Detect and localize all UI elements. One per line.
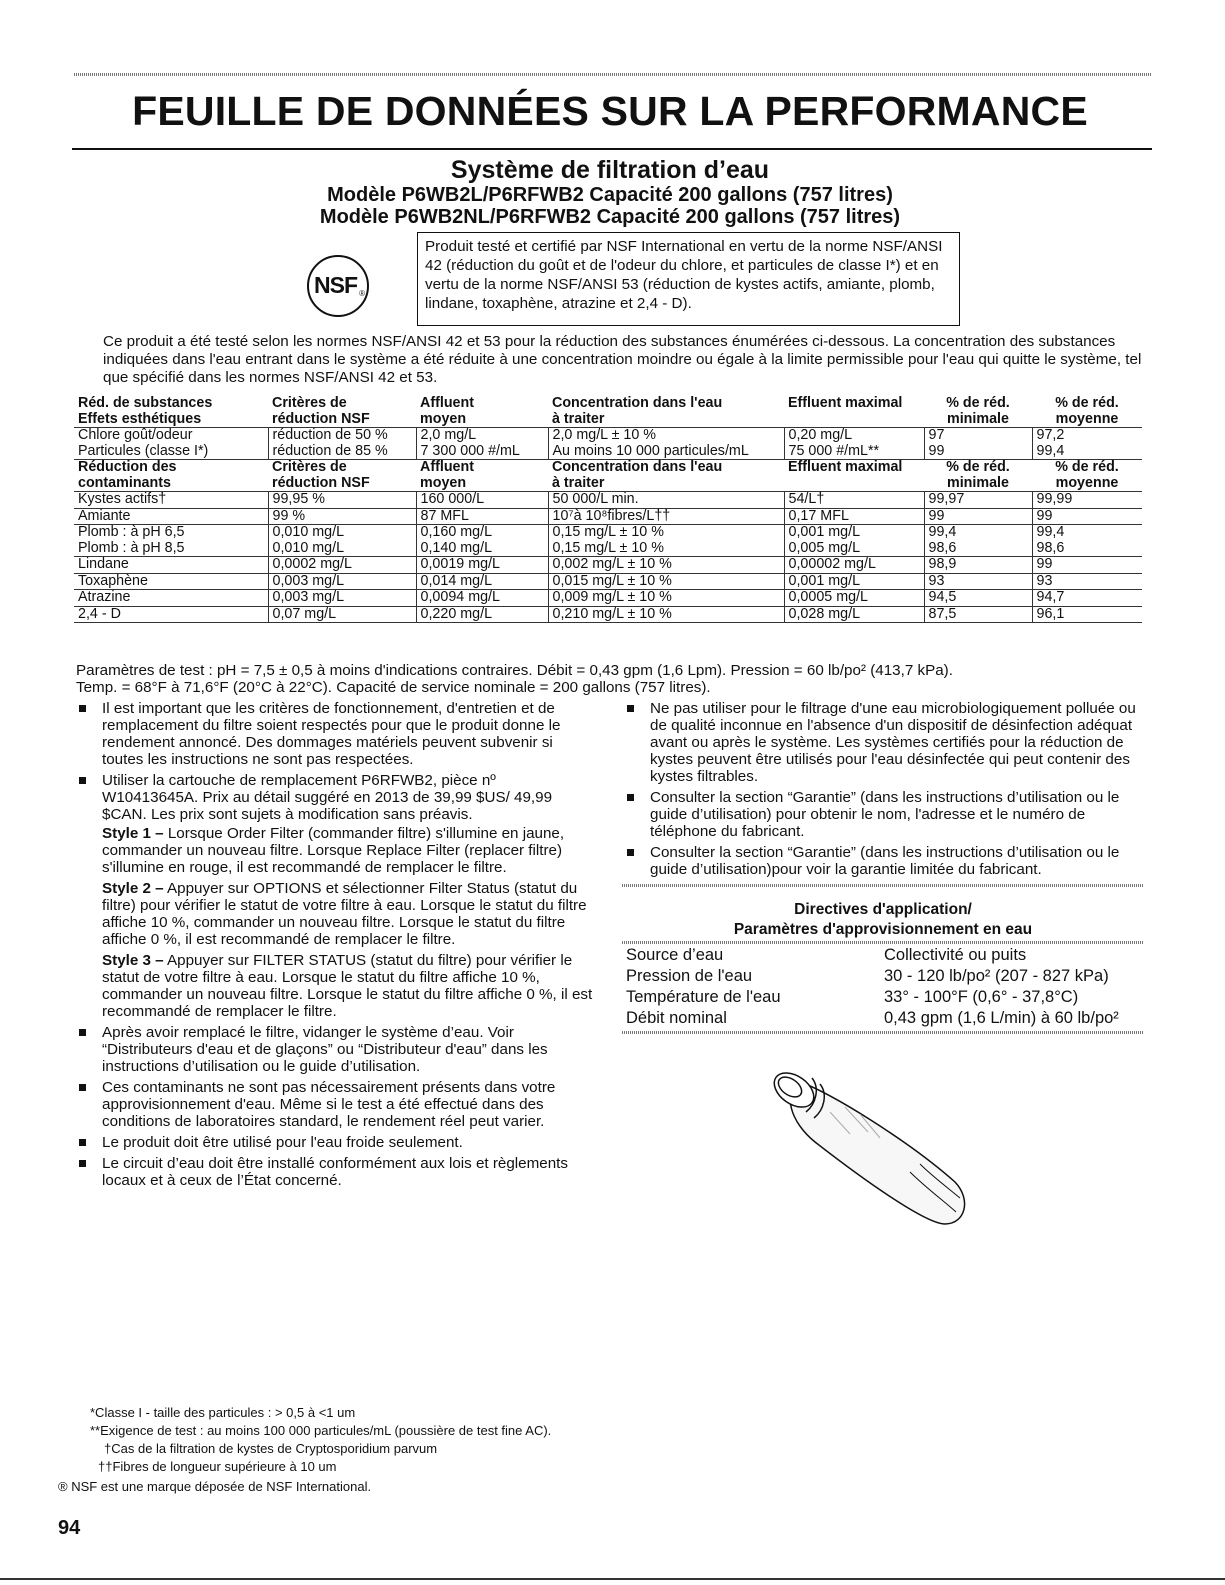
table-cell: réduction de 50 % réduction de 85 % xyxy=(268,428,416,460)
table-cell: 0,0005 mg/L xyxy=(784,590,924,607)
table-cell: 98,9 xyxy=(924,557,1032,574)
directives-label: Pression de l'eau xyxy=(626,967,753,985)
nsf-certification-box: Produit testé et certifié par NSF International en vertu de la norme NSF/ANSI 42 (réduction du goût et de l'odeur du chlore, et particules de classe I*) et en vertu de la norme NSF/ANSI 53 (réduction de kystes actifs, amiante, plomb, lindane, toxaphène, atrazine et 2,4 - D). xyxy=(417,232,960,326)
table-cell: 99,97 xyxy=(924,492,1032,509)
table-cell: 0,0019 mg/L xyxy=(416,557,548,574)
directives-header-rule xyxy=(622,941,1144,944)
directives-value: 30 - 120 lb/po² (207 - 827 kPa) xyxy=(884,967,1109,985)
directives-row xyxy=(622,1008,1144,1029)
directives-bottom-rule xyxy=(622,1031,1144,1034)
top-dotted-rule xyxy=(74,73,1152,76)
table-cell: Amiante xyxy=(74,508,268,525)
intro-paragraph: Ce produit a été testé selon les normes NSF/ANSI 42 et 53 pour la réduction des substances énumérées ci-dessous. La concentration des substances indiquées dans l'eau entrant dans le système a été réduite à une concentration moindre ou égale à la limite permissible pour l'eau qui quitte le système, tel que spécifié dans les normes NSF/ANSI 42 et 53. xyxy=(103,333,1142,386)
table-row xyxy=(74,525,1142,557)
filter-cartridge-illustration xyxy=(760,1052,980,1232)
directives-heading xyxy=(622,900,1144,940)
table-cell: 10⁷à 10⁸fibres/L†† xyxy=(548,508,784,525)
table-cell: 0,0002 mg/L xyxy=(268,557,416,574)
table-cell: 160 000/L xyxy=(416,492,548,509)
table-cell: 0,210 mg/L ± 10 % xyxy=(548,606,784,623)
table-cell: 96,1 xyxy=(1032,606,1142,623)
table-cell: 99 xyxy=(924,508,1032,525)
table-cell: Plomb : à pH 6,5 Plomb : à pH 8,5 xyxy=(74,525,268,557)
directives-row xyxy=(622,987,1144,1008)
test-parameters-line-1: Paramètres de test : pH = 7,5 ± 0,5 à moins d'indications contraires. Débit = 0,43 gpm (1,6 Lpm). Pression = 60 lb/po² (413,7 kPa). xyxy=(76,662,953,679)
table-header-cell: % de réd. minimale xyxy=(946,395,1010,427)
table-cell: 99 % xyxy=(268,508,416,525)
table-cell: 2,0 mg/L 7 300 000 #/mL xyxy=(416,428,548,460)
table-cell: 0,010 mg/L 0,010 mg/L xyxy=(268,525,416,557)
table-header-cell: Concentration dans l'eau à traiter xyxy=(552,395,723,427)
table-cell: 99,95 % xyxy=(268,492,416,509)
footnote: †Cas de la filtration de kystes de Cryptosporidium parvum xyxy=(104,1441,438,1456)
model-line-1: Modèle P6WB2L/P6RFWB2 Capacité 200 gallons (757 litres) xyxy=(327,184,893,206)
directives-value: 33° - 100°F (0,6° - 37,8°C) xyxy=(884,988,1079,1006)
table-cell: 0,0094 mg/L xyxy=(416,590,548,607)
table-cell: 0,220 mg/L xyxy=(416,606,548,623)
bullet-icon xyxy=(627,705,634,712)
table-cell: 0,001 mg/L 0,005 mg/L xyxy=(784,525,924,557)
table-cell: 0,17 MFL xyxy=(784,508,924,525)
table-header-cell: Concentration dans l'eau à traiter xyxy=(548,460,784,492)
directives-label: Débit nominal xyxy=(626,1009,727,1027)
right-column xyxy=(624,700,1146,882)
table-cell: 93 xyxy=(924,573,1032,590)
table-cell: 2,0 mg/L ± 10 % Au moins 10 000 particules/mL xyxy=(548,428,784,460)
table-cell: Chlore goût/odeur Particules (classe I*) xyxy=(74,428,268,460)
table-cell: 94,5 xyxy=(924,590,1032,607)
table-row xyxy=(74,590,1142,607)
bullet-icon xyxy=(79,1084,86,1091)
bullet-icon xyxy=(79,1029,86,1036)
cartridge-body xyxy=(790,1082,964,1224)
table-cell: 0,009 mg/L ± 10 % xyxy=(548,590,784,607)
table-header-cell: Réduction des contaminants xyxy=(74,460,268,492)
model-line-2: Modèle P6WB2NL/P6RFWB2 Capacité 200 gallons (757 litres) xyxy=(319,206,901,228)
bullet-icon xyxy=(627,849,634,856)
table-row xyxy=(74,557,1142,574)
list-item: Consulter la section “Garantie” (dans les instructions d’utilisation ou le guide d’utilisation) pour obtenir le nom, l'adresse et le numéro de téléphone du fabricant. xyxy=(624,789,1146,840)
table-cell: 93 xyxy=(1032,573,1142,590)
directives-table xyxy=(622,945,1144,1029)
table-cell: 54/L† xyxy=(784,492,924,509)
bullet-icon xyxy=(79,705,86,712)
system-subtitle: Système de filtration d’eau xyxy=(450,156,770,184)
left-column xyxy=(76,700,596,1193)
test-parameters xyxy=(76,662,953,696)
page-number: 94 xyxy=(58,1517,81,1539)
table-header-cell: Réd. de substances Effets esthétiques xyxy=(78,395,213,427)
footnote: ††Fibres de longueur supérieure à 10 um xyxy=(98,1459,337,1474)
nsf-logo-icon: NSF ® xyxy=(307,255,369,317)
table-cell: 0,20 mg/L 75 000 #/mL** xyxy=(784,428,924,460)
style-3-paragraph: Style 3 – Appuyer sur FILTER STATUS (statut du filtre) pour vérifier le statut de votre filtre à eau. Lorsque le statut du filtre affiche 10 %, commander un nouveau filtre. Lorsque le statut du filtre affiche 0 %, il est recommandé de remplacer le filtre. xyxy=(102,952,593,1020)
footnotes xyxy=(58,1404,552,1496)
list-item: Ne pas utiliser pour le filtrage d'une eau microbiologiquement polluée ou de qualité inconnue en l'absence d'un dispositif de désinfection adéquat avant ou après le système. Les systèmes certifiés pour la réduction de kystes peuvent être utilisés pour l'eau désinfectée qui peut contenir des kystes filtrables. xyxy=(624,700,1146,785)
table-cell: 0,00002 mg/L xyxy=(784,557,924,574)
table-header-cell: Effluent maximal xyxy=(788,395,903,411)
table-cell: Toxaphène xyxy=(74,573,268,590)
table-cell: 0,014 mg/L xyxy=(416,573,548,590)
table-cell: 87 MFL xyxy=(416,508,548,525)
table-header-cell: % de réd. moyenne xyxy=(1032,460,1142,492)
table-cell: 0,07 mg/L xyxy=(268,606,416,623)
title-rule xyxy=(72,148,1152,150)
list-item: Après avoir remplacé le filtre, vidanger le système d’eau. Voir “Distributeurs d'eau et de glaçons” ou “Distributeur d'eau” dans les instructions d’utilisation ou le guide d’utilisation. xyxy=(76,1024,596,1075)
table-cell: 97,2 99,4 xyxy=(1032,428,1142,460)
table-cell: 0,002 mg/L ± 10 % xyxy=(548,557,784,574)
footnote: *Classe I - taille des particules : > 0,5 à <1 um xyxy=(90,1405,356,1420)
table-row xyxy=(74,573,1142,590)
directives-title-2: Paramètres d'approvisionnement en eau xyxy=(733,921,1033,938)
page-title: FEUILLE DE DONNÉES SUR LA PERFORMANCE xyxy=(132,88,1088,134)
footnote: ® NSF est une marque déposée de NSF International. xyxy=(58,1479,372,1494)
table-cell: 99 xyxy=(1032,557,1142,574)
directives-label: Température de l'eau xyxy=(626,988,781,1006)
directives-top-rule xyxy=(622,884,1144,887)
bottom-rule xyxy=(0,1578,1225,1580)
table-cell: 0,15 mg/L ± 10 % 0,15 mg/L ± 10 % xyxy=(548,525,784,557)
table-cell: 97 99 xyxy=(924,428,1032,460)
directives-title-1: Directives d'application/ xyxy=(794,901,972,918)
directives-row xyxy=(622,966,1144,987)
table-cell: 87,5 xyxy=(924,606,1032,623)
table-row xyxy=(74,492,1142,509)
table-header-row xyxy=(74,460,1142,492)
table-header-cell: Affluent moyen xyxy=(420,395,474,427)
table-cell: 94,7 xyxy=(1032,590,1142,607)
bullet-icon xyxy=(79,777,86,784)
table-header-cell: Critères de réduction NSF xyxy=(268,460,416,492)
table-header-cell: Critères de réduction NSF xyxy=(272,395,370,427)
table-cell: 0,003 mg/L xyxy=(268,590,416,607)
table-cell: Kystes actifs† xyxy=(74,492,268,509)
performance-table xyxy=(74,396,1142,623)
table-cell: 99,4 98,6 xyxy=(924,525,1032,557)
test-parameters-line-2: Temp. = 68°F à 71,6°F (20°C à 22°C). Capacité de service nominale = 200 gallons (757 litres). xyxy=(76,679,711,696)
directives-value: 0,43 gpm (1,6 L/min) à 60 lb/po² xyxy=(884,1009,1119,1027)
style-2-paragraph: Style 2 – Appuyer sur OPTIONS et sélectionner Filter Status (statut du filtre) pour vérifier le statut de votre filtre à eau. Lorsque le statut du filtre affiche 10 %, commander un nouveau filtre. Lorsque le statut du filtre affiche 0 %, il est recommandé de remplacer le filtre. xyxy=(102,880,587,948)
directives-label: Source d’eau xyxy=(626,946,724,964)
directives-value: Collectivité ou puits xyxy=(884,946,1027,964)
table-row xyxy=(74,606,1142,623)
table-header-cell: Effluent maximal xyxy=(784,460,924,492)
table-cell: 2,4 - D xyxy=(74,606,268,623)
table-row xyxy=(74,508,1142,525)
table-cell: 99,99 xyxy=(1032,492,1142,509)
list-item: Le circuit d’eau doit être installé conformément aux lois et règlements locaux et à ceux de l’État concerné. xyxy=(76,1155,596,1189)
list-item: Il est important que les critères de fonctionnement, d'entretien et de remplacement du filtre soient respectés pour que le produit donne le rendement annoncé. Des dommages matériels peuvent subvenir si toutes les instructions ne sont pas respectées. xyxy=(76,700,596,768)
table-cell: 50 000/L min. xyxy=(548,492,784,509)
table-row xyxy=(74,428,1142,460)
table-cell: 0,001 mg/L xyxy=(784,573,924,590)
bullet-icon xyxy=(79,1139,86,1146)
list-item: Ces contaminants ne sont pas nécessairement présents dans votre approvisionnement d'eau. Même si le test a été effectué dans des conditions de laboratoires standard, le rendement réel peut varier. xyxy=(76,1079,596,1130)
table-cell: 0,015 mg/L ± 10 % xyxy=(548,573,784,590)
table-cell: 0,028 mg/L xyxy=(784,606,924,623)
list-item: Consulter la section “Garantie” (dans les instructions d’utilisation ou le guide d’utilisation)pour voir la garantie limitée du fabricant. xyxy=(624,844,1146,878)
table-header-row xyxy=(74,396,1142,428)
table-cell: 0,003 mg/L xyxy=(268,573,416,590)
style-1-paragraph: Style 1 – Lorsque Order Filter (commander filtre) s'illumine en jaune, commander un nouveau filtre. Lorsque Replace Filter (replacer filtre) s'illumine en rouge, il est recommandé de remplacer le filtre. xyxy=(102,825,565,876)
footnote: **Exigence de test : au moins 100 000 particules/mL (poussière de test fine AC). xyxy=(90,1423,552,1438)
table-cell: 99,4 98,6 xyxy=(1032,525,1142,557)
table-cell: Atrazine xyxy=(74,590,268,607)
list-item: Utiliser la cartouche de remplacement P6RFWB2, pièce nº W10413645A. Prix au détail suggéré en 2013 de 39,99 $US/ 49,99 $CAN. Les prix sont sujets à modification sans préavis. xyxy=(76,772,596,823)
list-item: Le produit doit être utilisé pour l'eau froide seulement. xyxy=(76,1134,596,1151)
nsf-logo-text: NSF xyxy=(314,272,357,298)
table-cell: 99 xyxy=(1032,508,1142,525)
directives-row xyxy=(622,945,1144,966)
table-cell: 0,160 mg/L 0,140 mg/L xyxy=(416,525,548,557)
table-header-cell: % de réd. minimale xyxy=(924,460,1032,492)
bullet-icon xyxy=(79,1160,86,1167)
bullet-icon xyxy=(627,794,634,801)
table-header-cell: % de réd. moyenne xyxy=(1055,395,1119,427)
table-header-cell: Affluent moyen xyxy=(416,460,548,492)
table-cell: Lindane xyxy=(74,557,268,574)
